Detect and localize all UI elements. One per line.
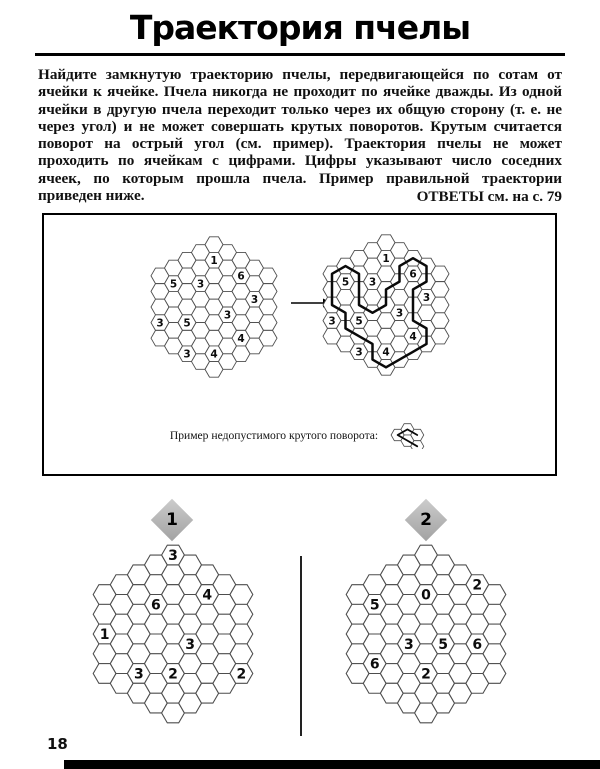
- cell-number: 4: [237, 332, 245, 345]
- hex-cell: [259, 268, 277, 284]
- hex-cell: [483, 644, 506, 664]
- cell-number: 5: [169, 278, 178, 291]
- cell-number: 5: [341, 276, 350, 289]
- hex-cell: [230, 644, 253, 664]
- example-box: [42, 213, 557, 476]
- hex-cell: [483, 664, 506, 684]
- intro-text: Найдите замкнутую траекторию пчелы, передвигающейся по сотам от ячейки к ячейке. Пчела никогда не проходит по ячейке дважды. Из одной ячейки в другую пчела переходит только через их общую сторону (т. е. не через угол) и не может совершать крутых поворотов. Крутым считается поворот на острый угол (см. пример). Траектория пчелы не может проходить по ячейкам с цифрами. Цифры указывают число соседних ячеек, по которым прошла пчела. Пример правильной траектории приведен ниже.: [38, 66, 562, 205]
- hex-cell: [259, 299, 277, 315]
- hex-cell: [431, 313, 449, 329]
- cell-number: 6: [472, 636, 483, 653]
- cell-number: 5: [438, 636, 448, 653]
- cell-number: 3: [404, 636, 414, 653]
- puzzle-1-grid-svg: [87, 540, 259, 728]
- hex-cell: [431, 297, 449, 313]
- cell-number: 2: [421, 666, 431, 683]
- page-title: Траектория пчелы: [129, 8, 471, 47]
- puzzle-1-badge: [151, 499, 193, 541]
- hex-cell: [230, 585, 253, 605]
- cell-number: 5: [183, 317, 191, 330]
- title-rule: [35, 53, 565, 56]
- cell-number: 1: [382, 253, 390, 266]
- hex-cell: [483, 624, 506, 644]
- sharp-turn-caption: Пример недопустимого крутого поворота:: [169, 428, 379, 442]
- cell-number: 3: [422, 291, 431, 304]
- cell-number: 5: [369, 597, 380, 614]
- cell-number: 3: [328, 315, 336, 328]
- answers-note: ОТВЕТЫ см. на с. 79: [416, 188, 562, 205]
- cell-number: 1: [210, 255, 218, 268]
- hex-cell: [431, 266, 449, 282]
- example-grid-unsolved: [139, 229, 289, 385]
- puzzle-2-grid-svg: [340, 540, 512, 728]
- cell-number: 1: [99, 627, 110, 644]
- cell-number: 6: [237, 270, 245, 283]
- cell-number: 2: [236, 666, 247, 683]
- sharp-turn-caption-row: [54, 415, 545, 455]
- sharp-turn-diagram: [387, 421, 429, 449]
- cell-number: 6: [369, 656, 380, 673]
- puzzle-2-badge-label: 2: [420, 510, 432, 530]
- cell-number: 0: [421, 587, 431, 604]
- hex-cell: [259, 284, 277, 300]
- hex-cell: [259, 315, 277, 331]
- footer-bar: [64, 760, 600, 769]
- cell-number: 4: [210, 348, 218, 361]
- cell-number: 3: [168, 548, 178, 565]
- hex-cell: [483, 585, 506, 605]
- puzzle-1-grid: [87, 540, 259, 728]
- cell-number: 3: [395, 307, 404, 320]
- hex-cell: [259, 330, 277, 346]
- hex-cell: [230, 624, 253, 644]
- cell-number: 4: [382, 346, 390, 359]
- hex-cell: [230, 604, 253, 624]
- hex-cell: [431, 328, 449, 344]
- hex-cell: [483, 604, 506, 624]
- puzzle-2-grid: [340, 540, 512, 728]
- cell-number: 3: [156, 317, 164, 330]
- cell-number: 3: [196, 278, 205, 291]
- puzzle-2-badge: [405, 499, 447, 541]
- cell-number: 2: [168, 666, 178, 683]
- cell-number: 3: [223, 309, 232, 322]
- example-grid-unsolved-svg: [139, 229, 289, 385]
- cell-number: 3: [368, 276, 377, 289]
- cell-number: 6: [409, 268, 417, 281]
- puzzle-1-badge-label: 1: [166, 510, 178, 530]
- cell-number: 6: [151, 597, 161, 614]
- cell-number: 3: [355, 346, 363, 359]
- cell-number: 4: [202, 587, 213, 604]
- cell-number: 5: [355, 315, 363, 328]
- cell-number: 3: [183, 348, 191, 361]
- cell-number: 3: [185, 636, 195, 653]
- page-number: 18: [47, 735, 68, 753]
- example-grid-solved: [311, 227, 461, 383]
- puzzles-divider: [300, 556, 302, 736]
- hex-cell: [431, 282, 449, 298]
- example-grid-solved-svg: [311, 227, 461, 383]
- cell-number: 3: [133, 666, 144, 683]
- cell-number: 3: [250, 293, 259, 306]
- cell-number: 2: [472, 577, 483, 594]
- cell-number: 4: [409, 330, 417, 343]
